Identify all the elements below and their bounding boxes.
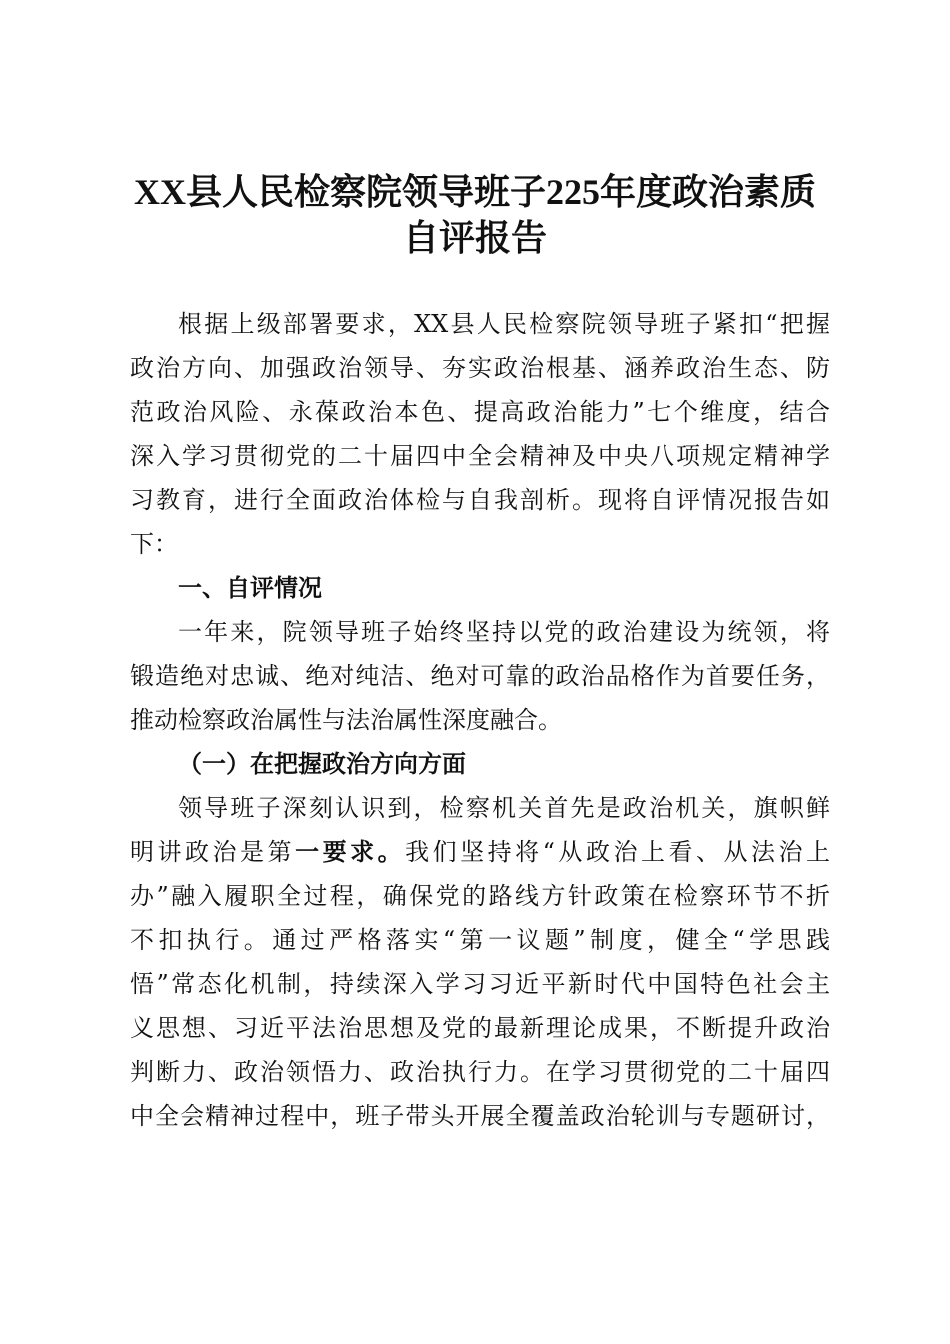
subsection-paragraph-line: 不扣执行。通过严格落实“第一议题”制度，健全“学思践 — [130, 926, 830, 954]
subsection-paragraph-line: 领导班子深刻认识到，检察机关首先是政治机关，旗帜鲜 — [178, 794, 830, 822]
subsection-paragraph-line-mixed — [130, 830, 830, 874]
bold-text-segment: 一要求。 — [295, 837, 406, 866]
subsection-paragraph-line: 中全会精神过程中，班子带头开展全覆盖政治轮训与专题研讨， — [130, 1102, 830, 1130]
subsection-paragraph-line: 办”融入履职全过程，确保党的路线方针政策在检察环节不折 — [130, 882, 830, 910]
document-title-line-1: XX县人民检察院领导班子225年度政治素质 — [134, 172, 816, 212]
subsection-heading: （一）在把握政治方向方面 — [178, 750, 466, 778]
text-segment: 明讲政治是第 — [130, 838, 296, 866]
subsection-paragraph-line: 义思想、习近平法治思想及党的最新理论成果，不断提升政治 — [130, 1014, 830, 1042]
subsection-paragraph-line: 判断力、政治领悟力、政治执行力。在学习贯彻党的二十届四 — [130, 1058, 830, 1086]
subsection-paragraph-line: 悟”常态化机制，持续深入学习习近平新时代中国特色社会主 — [130, 970, 830, 998]
section-heading: 一、自评情况 — [178, 574, 322, 602]
document-body — [130, 302, 830, 1138]
document-title-line-2: 自评报告 — [402, 218, 547, 258]
section-paragraph-line: 锻造绝对忠诚、绝对纯洁、绝对可靠的政治品格作为首要任务， — [130, 662, 830, 690]
intro-line: 政治方向、加强政治领导、夯实政治根基、涵养政治生态、防 — [130, 354, 830, 382]
intro-line: 习教育，进行全面政治体检与自我剖析。现将自评情况报告如 — [130, 486, 830, 514]
section-paragraph-line: 推动检察政治属性与法治属性深度融合。 — [130, 706, 562, 734]
text-segment: 我们坚持将“从政治上看、从法治上 — [405, 838, 831, 866]
section-paragraph-line: 一年来，院领导班子始终坚持以党的政治建设为统领，将 — [178, 618, 830, 646]
intro-line: 下： — [130, 530, 178, 558]
intro-line: 深入学习贯彻党的二十届四中全会精神及中央八项规定精神学 — [130, 442, 830, 470]
intro-line: 范政治风险、永葆政治本色、提高政治能力”七个维度，结合 — [130, 398, 830, 426]
intro-line: 根据上级部署要求，XX县人民检察院领导班子紧扣“把握 — [178, 310, 830, 338]
